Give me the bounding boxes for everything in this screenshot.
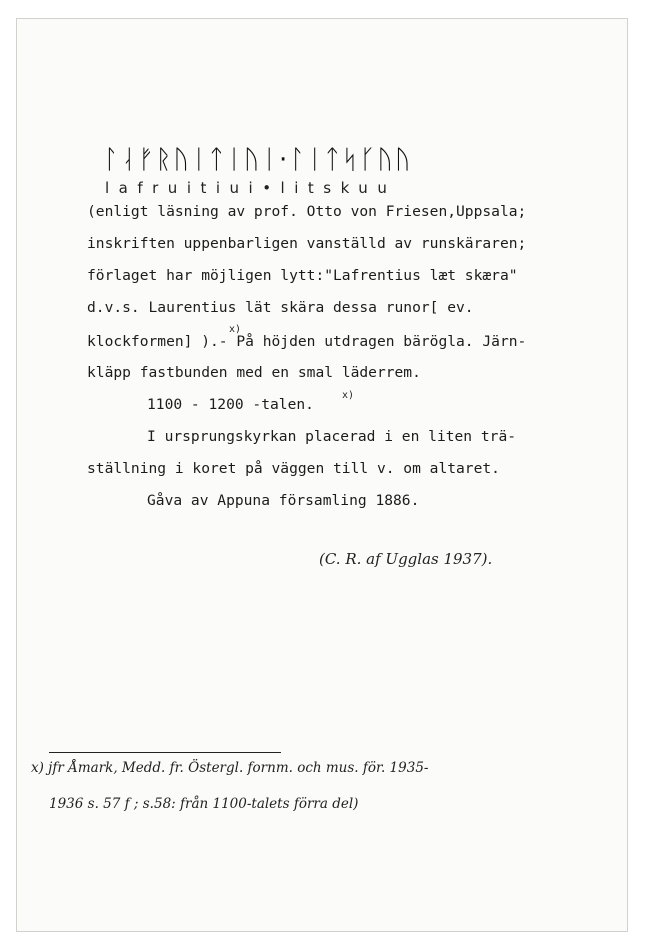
document-sheet xyxy=(16,18,628,932)
text-line-9: ställning i koret på väggen till v. om altaret. xyxy=(87,460,500,477)
text-line-1: (enligt läsning av prof. Otto von Friesen,Uppsala; xyxy=(87,203,527,220)
footnote-line-1: x) jfr Åmark, Medd. fr. Östergl. fornm. och mus. för. 1935- xyxy=(31,760,429,776)
text-line-4: d.v.s. Laurentius lät skära dessa runor[ ev. xyxy=(87,299,474,316)
text-line-8: I ursprungskyrkan placerad i en liten trä- xyxy=(147,428,517,445)
runic-transliteration: lafruitiui•litskuu xyxy=(105,179,397,197)
text-line-10: Gåva av Appuna församling 1886. xyxy=(147,492,420,509)
runic-inscription: ᛚᛆᚠᚱᚢᛁᛏᛁᚢᛁ·ᛚᛁᛏᛋᚴᚢᚢ xyxy=(103,145,413,175)
footnote-marker-2: x) xyxy=(342,390,355,401)
text-line-2: inskriften uppenbarligen vanställd av runskäraren; xyxy=(87,235,527,252)
footnote-marker-1: x) xyxy=(229,324,242,335)
text-line-7: 1100 - 1200 -talen. xyxy=(147,396,314,413)
signature: (C. R. af Ugglas 1937). xyxy=(319,550,493,568)
text-line-3: förlaget har möjligen lytt:"Lafrentius læt skæra" xyxy=(87,267,518,284)
footnote-rule xyxy=(49,752,281,753)
text-line-6: kläpp fastbunden med en smal läderrem. xyxy=(87,364,421,381)
text-line-5: klockformen] ).- På höjden utdragen bärögla. Järn- xyxy=(87,333,527,350)
footnote-line-2: 1936 s. 57 f ; s.58: från 1100-talets förra del) xyxy=(49,796,359,812)
